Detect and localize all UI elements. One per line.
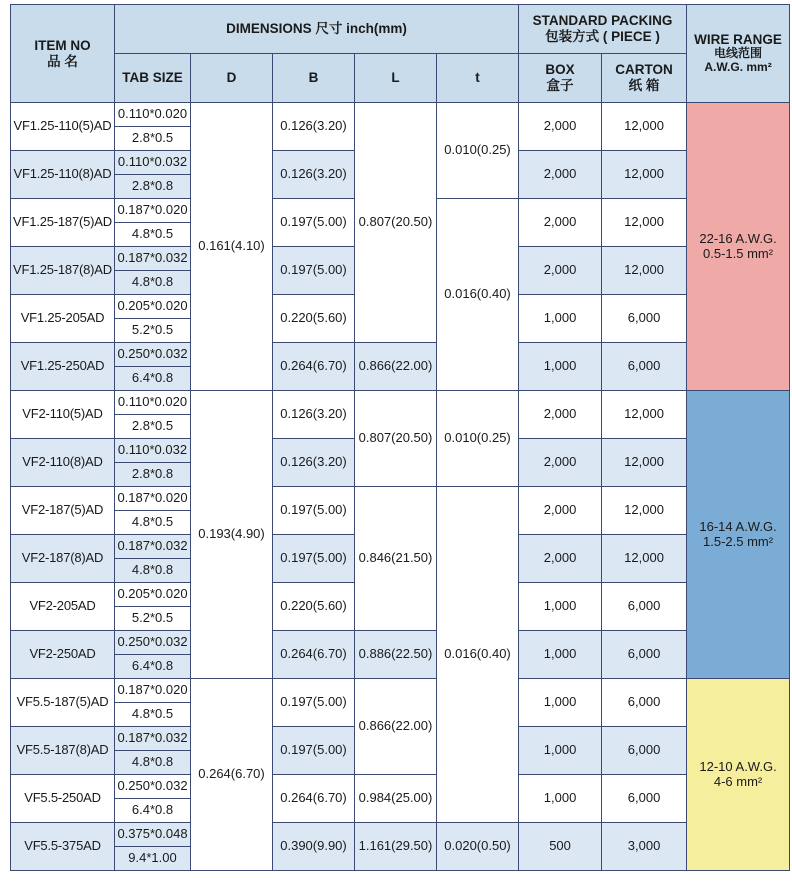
carton-quantity-cell: 6,000 — [602, 343, 687, 391]
tab-size-inch-cell: 0.250*0.032 — [115, 775, 191, 799]
tab-size-inch-cell: 0.250*0.032 — [115, 631, 191, 655]
l-dimension-cell: 0.846(21.50) — [355, 487, 437, 631]
header-item-no-cn: 品 名 — [47, 53, 78, 69]
box-quantity-cell: 2,000 — [519, 535, 602, 583]
tab-size-inch-cell: 0.187*0.020 — [115, 487, 191, 511]
header-wire-range-label: WIRE RANGE — [694, 31, 782, 47]
item-no-cell: VF1.25-187(8)AD — [11, 247, 115, 295]
tab-size-inch-cell: 0.187*0.020 — [115, 679, 191, 703]
header-item-no — [11, 5, 115, 103]
b-dimension-cell: 0.126(3.20) — [273, 439, 355, 487]
b-dimension-cell: 0.264(6.70) — [273, 343, 355, 391]
item-no-cell: VF2-205AD — [11, 583, 115, 631]
header-item-no-label: ITEM NO — [34, 37, 91, 53]
l-dimension-cell: 1.161(29.50) — [355, 823, 437, 871]
carton-quantity-cell: 12,000 — [602, 151, 687, 199]
header-box — [519, 54, 602, 103]
table-row — [11, 823, 790, 847]
tab-size-inch-cell: 0.110*0.032 — [115, 151, 191, 175]
tab-size-mm-cell: 5.2*0.5 — [115, 319, 191, 343]
tab-size-mm-cell: 6.4*0.8 — [115, 799, 191, 823]
header-wire-range-cn: 电线范围 — [714, 46, 763, 61]
header-standard-packing-cn: 包装方式 ( PIECE ) — [545, 29, 660, 44]
tab-size-mm-cell: 9.4*1.00 — [115, 847, 191, 871]
box-quantity-cell: 1,000 — [519, 343, 602, 391]
box-quantity-cell: 2,000 — [519, 151, 602, 199]
wire-range-mm: 1.5-2.5 mm² — [703, 533, 774, 549]
tab-size-mm-cell: 2.8*0.5 — [115, 415, 191, 439]
carton-quantity-cell: 6,000 — [602, 631, 687, 679]
item-no-cell: VF1.25-187(5)AD — [11, 199, 115, 247]
b-dimension-cell: 0.197(5.00) — [273, 679, 355, 727]
tab-size-inch-cell: 0.205*0.020 — [115, 295, 191, 319]
l-dimension-cell: 0.807(20.50) — [355, 103, 437, 343]
header-dimensions: DIMENSIONS 尺寸 inch(mm) — [115, 5, 519, 54]
box-quantity-cell: 1,000 — [519, 631, 602, 679]
tab-size-mm-cell: 6.4*0.8 — [115, 655, 191, 679]
box-quantity-cell: 1,000 — [519, 679, 602, 727]
wire-range-cell — [687, 103, 790, 391]
tab-size-inch-cell: 0.375*0.048 — [115, 823, 191, 847]
box-quantity-cell: 1,000 — [519, 775, 602, 823]
header-carton-label: CARTON — [615, 62, 673, 78]
tab-size-inch-cell: 0.205*0.020 — [115, 583, 191, 607]
tab-size-mm-cell: 2.8*0.8 — [115, 175, 191, 199]
item-no-cell: VF5.5-375AD — [11, 823, 115, 871]
item-no-cell: VF2-110(8)AD — [11, 439, 115, 487]
item-no-cell: VF1.25-205AD — [11, 295, 115, 343]
carton-quantity-cell: 6,000 — [602, 679, 687, 727]
carton-quantity-cell: 12,000 — [602, 439, 687, 487]
item-no-cell: VF1.25-110(8)AD — [11, 151, 115, 199]
header-b: B — [273, 54, 355, 103]
tab-size-mm-cell: 4.8*0.5 — [115, 223, 191, 247]
carton-quantity-cell: 12,000 — [602, 247, 687, 295]
tab-size-mm-cell: 4.8*0.8 — [115, 559, 191, 583]
t-dimension-cell: 0.010(0.25) — [437, 391, 519, 487]
tab-size-mm-cell: 2.8*0.5 — [115, 127, 191, 151]
item-no-cell: VF1.25-110(5)AD — [11, 103, 115, 151]
l-dimension-cell: 0.984(25.00) — [355, 775, 437, 823]
b-dimension-cell: 0.197(5.00) — [273, 487, 355, 535]
tab-size-inch-cell: 0.187*0.032 — [115, 247, 191, 271]
header-l: L — [355, 54, 437, 103]
box-quantity-cell: 2,000 — [519, 439, 602, 487]
item-no-cell: VF1.25-250AD — [11, 343, 115, 391]
carton-quantity-cell: 6,000 — [602, 775, 687, 823]
wire-range-mm: 0.5-1.5 mm² — [703, 245, 774, 261]
tab-size-mm-cell: 6.4*0.8 — [115, 367, 191, 391]
carton-quantity-cell: 12,000 — [602, 535, 687, 583]
tab-size-mm-cell: 5.2*0.5 — [115, 607, 191, 631]
carton-quantity-cell: 3,000 — [602, 823, 687, 871]
b-dimension-cell: 0.126(3.20) — [273, 103, 355, 151]
carton-quantity-cell: 12,000 — [602, 199, 687, 247]
terminal-spec-table — [10, 4, 790, 871]
header-standard-packing-label: STANDARD PACKING — [532, 13, 673, 29]
d-dimension-cell: 0.193(4.90) — [191, 391, 273, 679]
l-dimension-cell: 0.866(22.00) — [355, 679, 437, 775]
box-quantity-cell: 1,000 — [519, 727, 602, 775]
b-dimension-cell: 0.126(3.20) — [273, 151, 355, 199]
wire-range-awg: 16-14 A.W.G. — [699, 518, 777, 534]
table-row — [11, 487, 790, 511]
item-no-cell: VF5.5-250AD — [11, 775, 115, 823]
box-quantity-cell: 2,000 — [519, 487, 602, 535]
header-box-cn: 盒子 — [546, 78, 574, 93]
b-dimension-cell: 0.197(5.00) — [273, 247, 355, 295]
header-d: D — [191, 54, 273, 103]
carton-quantity-cell: 12,000 — [602, 391, 687, 439]
header-tab-size: TAB SIZE — [115, 54, 191, 103]
table-row — [11, 391, 790, 415]
wire-range-mm: 4-6 mm² — [713, 773, 763, 789]
box-quantity-cell: 1,000 — [519, 583, 602, 631]
table-row — [11, 775, 790, 799]
item-no-cell: VF2-187(8)AD — [11, 535, 115, 583]
b-dimension-cell: 0.220(5.60) — [273, 583, 355, 631]
item-no-cell: VF2-110(5)AD — [11, 391, 115, 439]
box-quantity-cell: 2,000 — [519, 391, 602, 439]
header-wire-range-unit: A.W.G. mm² — [704, 60, 772, 75]
table-row — [11, 343, 790, 367]
t-dimension-cell: 0.020(0.50) — [437, 823, 519, 871]
b-dimension-cell: 0.264(6.70) — [273, 631, 355, 679]
d-dimension-cell: 0.264(6.70) — [191, 679, 273, 871]
box-quantity-cell: 500 — [519, 823, 602, 871]
header-box-label: BOX — [545, 62, 575, 78]
header-wire-range — [687, 5, 790, 103]
header-t: t — [437, 54, 519, 103]
l-dimension-cell: 0.866(22.00) — [355, 343, 437, 391]
tab-size-inch-cell: 0.187*0.032 — [115, 727, 191, 751]
l-dimension-cell: 0.807(20.50) — [355, 391, 437, 487]
tab-size-inch-cell: 0.110*0.032 — [115, 439, 191, 463]
b-dimension-cell: 0.197(5.00) — [273, 535, 355, 583]
wire-range-awg: 22-16 A.W.G. — [699, 230, 777, 246]
carton-quantity-cell: 12,000 — [602, 103, 687, 151]
table-row — [11, 631, 790, 655]
tab-size-mm-cell: 4.8*0.5 — [115, 511, 191, 535]
tab-size-inch-cell: 0.110*0.020 — [115, 103, 191, 127]
header-carton-cn: 纸 箱 — [628, 78, 660, 93]
tab-size-inch-cell: 0.110*0.020 — [115, 391, 191, 415]
tab-size-inch-cell: 0.187*0.020 — [115, 199, 191, 223]
tab-size-mm-cell: 2.8*0.8 — [115, 463, 191, 487]
box-quantity-cell: 2,000 — [519, 199, 602, 247]
tab-size-mm-cell: 4.8*0.8 — [115, 751, 191, 775]
b-dimension-cell: 0.197(5.00) — [273, 199, 355, 247]
b-dimension-cell: 0.220(5.60) — [273, 295, 355, 343]
d-dimension-cell: 0.161(4.10) — [191, 103, 273, 391]
l-dimension-cell: 0.886(22.50) — [355, 631, 437, 679]
carton-quantity-cell: 6,000 — [602, 295, 687, 343]
box-quantity-cell: 1,000 — [519, 295, 602, 343]
t-dimension-cell: 0.016(0.40) — [437, 487, 519, 823]
item-no-cell: VF2-187(5)AD — [11, 487, 115, 535]
wire-range-cell — [687, 391, 790, 679]
b-dimension-cell: 0.197(5.00) — [273, 727, 355, 775]
header-carton — [602, 54, 687, 103]
t-dimension-cell: 0.010(0.25) — [437, 103, 519, 199]
carton-quantity-cell: 12,000 — [602, 487, 687, 535]
table-row — [11, 679, 790, 703]
wire-range-awg: 12-10 A.W.G. — [699, 758, 777, 774]
tab-size-mm-cell: 4.8*0.5 — [115, 703, 191, 727]
tab-size-inch-cell: 0.187*0.032 — [115, 535, 191, 559]
carton-quantity-cell: 6,000 — [602, 727, 687, 775]
item-no-cell: VF5.5-187(8)AD — [11, 727, 115, 775]
tab-size-inch-cell: 0.250*0.032 — [115, 343, 191, 367]
carton-quantity-cell: 6,000 — [602, 583, 687, 631]
table-body — [11, 103, 790, 871]
box-quantity-cell: 2,000 — [519, 247, 602, 295]
b-dimension-cell: 0.390(9.90) — [273, 823, 355, 871]
header-standard-packing — [519, 5, 687, 54]
b-dimension-cell: 0.264(6.70) — [273, 775, 355, 823]
wire-range-cell — [687, 679, 790, 871]
item-no-cell: VF5.5-187(5)AD — [11, 679, 115, 727]
tab-size-mm-cell: 4.8*0.8 — [115, 271, 191, 295]
t-dimension-cell: 0.016(0.40) — [437, 199, 519, 391]
item-no-cell: VF2-250AD — [11, 631, 115, 679]
box-quantity-cell: 2,000 — [519, 103, 602, 151]
b-dimension-cell: 0.126(3.20) — [273, 391, 355, 439]
table-row — [11, 103, 790, 127]
